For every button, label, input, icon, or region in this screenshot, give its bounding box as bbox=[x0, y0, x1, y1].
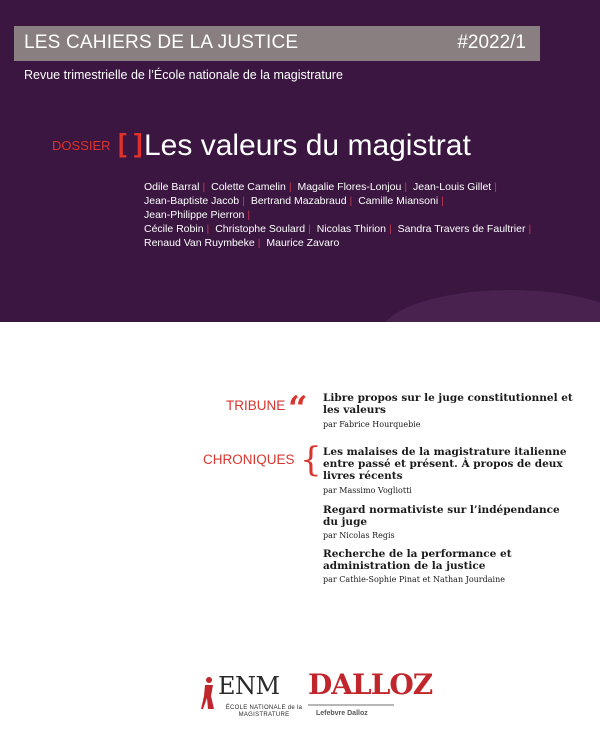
article-title: Recherche de la performance et administration de la justice bbox=[323, 548, 512, 572]
dossier-label: DOSSIER bbox=[52, 138, 111, 153]
dossier-title: Les valeurs du magistrat bbox=[144, 129, 471, 162]
author-name: Renaud Van Ruymbeke bbox=[144, 237, 255, 249]
journal-title-bar bbox=[14, 26, 540, 61]
issue-number: #2022/1 bbox=[457, 32, 526, 53]
author-name: Camille Miansoni bbox=[358, 195, 439, 207]
article-title: Regard normativiste sur l’indépendance du juge bbox=[323, 504, 560, 528]
quote-icon: “ bbox=[288, 389, 308, 429]
publisher-logos bbox=[200, 668, 440, 728]
bracket-icon: [ ] bbox=[118, 128, 143, 158]
dalloz-logo: DALLOZ bbox=[308, 668, 433, 701]
article-author: par Fabrice Hourquebie bbox=[323, 420, 421, 429]
journal-subtitle: Revue trimestrielle de l’École nationale de la magistrature bbox=[24, 68, 343, 82]
dossier-authors: Odile Barral | Colette Camelin | Magalie Flores-Lonjou | Jean-Louis Gillet | Jean-Baptiste Jacob | Bertrand Mazabraud | Camille Miansoni | Jean-Philippe Pierron | Cécile Robin | Christophe Soulard | Nicolas Thirion | Sandra Travers de Faultrier | Renaud Van Ruymbeke | Maurice Zavaro bbox=[144, 181, 532, 249]
article-title: Libre propos sur le juge constitutionnel et les valeurs bbox=[323, 392, 573, 416]
author-name: Jean-Louis Gillet bbox=[413, 181, 492, 193]
brace-icon: { bbox=[300, 440, 322, 480]
author-name: Sandra Travers de Faultrier bbox=[397, 223, 526, 235]
author-name: Bertrand Mazabraud bbox=[250, 195, 347, 207]
author-name: Maurice Zavaro bbox=[266, 237, 340, 249]
tribune-label: TRIBUNE bbox=[226, 398, 286, 413]
author-name: Colette Camelin bbox=[211, 181, 286, 193]
cover-header-panel bbox=[0, 0, 600, 322]
enm-logo-subtitle: ÉCOLE NATIONALE de la MAGISTRATURE bbox=[225, 705, 303, 718]
article-author: par Cathie-Sophie Pinat et Nathan Jourdaine bbox=[323, 575, 505, 584]
divider bbox=[308, 704, 394, 706]
author-name: Christophe Soulard bbox=[215, 223, 306, 235]
author-name: Jean-Philippe Pierron bbox=[144, 209, 245, 221]
author-name: Odile Barral bbox=[144, 181, 200, 193]
author-name: Nicolas Thirion bbox=[316, 223, 386, 235]
author-name: Cécile Robin bbox=[144, 223, 204, 235]
journal-title: LES CAHIERS DE LA JUSTICE bbox=[24, 32, 299, 53]
article-author: par Massimo Vogliotti bbox=[323, 486, 412, 495]
enm-logo-text: ENM bbox=[218, 672, 280, 700]
author-name: Magalie Flores-Lonjou bbox=[297, 181, 402, 193]
author-name: Jean-Baptiste Jacob bbox=[144, 195, 240, 207]
lefebvre-dalloz-text: Lefebvre Dalloz bbox=[316, 710, 368, 717]
enm-logo-icon bbox=[200, 676, 216, 710]
decorative-shape bbox=[380, 290, 600, 322]
chroniques-label: CHRONIQUES bbox=[203, 452, 295, 467]
article-title: Les malaises de la magistrature italienne entre passé et présent. À propos de deux livres récents bbox=[323, 446, 567, 482]
article-author: par Nicolas Regis bbox=[323, 531, 395, 540]
